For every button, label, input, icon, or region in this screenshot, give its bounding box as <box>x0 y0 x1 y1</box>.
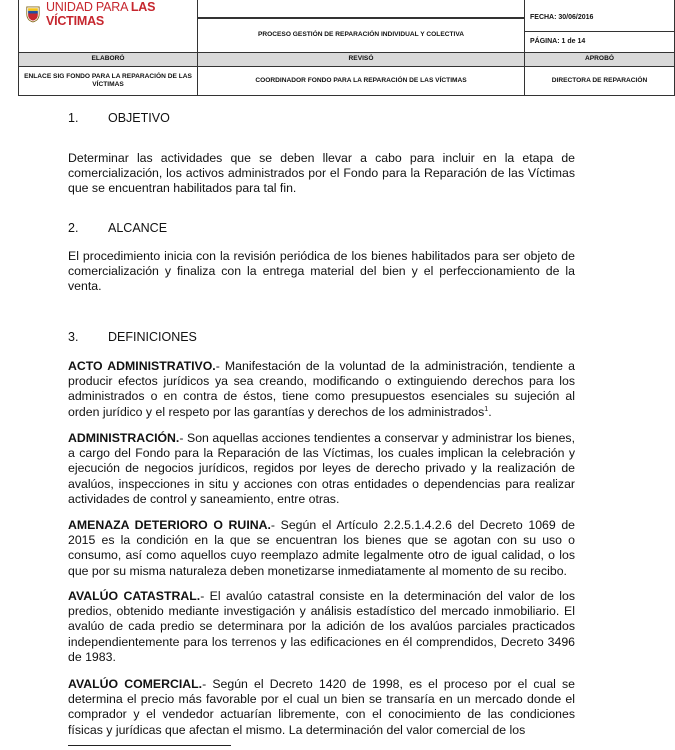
alcance-paragraph: El procedimiento inicia con la revisión periódica de los bienes habilitados para ser objeto de comercialización y finaliza con la entrega material del bien y el perfeccionamiento de la venta. <box>68 249 575 294</box>
definition-acto-administrativo <box>68 359 575 420</box>
section-title: ALCANCE <box>108 221 168 235</box>
reviso-header: REVISÓ <box>198 53 525 67</box>
aprobo-value: DIRECTORA DE REPARACIÓN <box>525 67 675 96</box>
organization-logo <box>25 0 197 28</box>
aprobo-header: APROBÓ <box>525 53 675 67</box>
section-title: OBJETIVO <box>108 111 170 125</box>
meta-cell <box>525 0 675 53</box>
logo-cell <box>18 0 198 53</box>
reviso-value: COORDINADOR FONDO PARA LA REPARACIÓN DE LAS VÍCTIMAS <box>198 67 525 96</box>
footnote-marker[interactable]: 1 <box>484 405 489 413</box>
process-name: PROCESO GESTIÓN DE REPARACIÓN INDIVIDUAL Y COLECTIVA <box>198 18 525 53</box>
meta-divider <box>525 31 674 32</box>
definition-avaluo-comercial <box>68 677 575 738</box>
definition-term: ACTO ADMINISTRATIVO. <box>68 359 216 373</box>
definition-avaluo-catastral <box>68 589 575 665</box>
colombia-shield-icon <box>25 4 41 24</box>
section-heading-definiciones <box>68 330 368 346</box>
definition-amenaza-deterioro <box>68 518 575 579</box>
page-number: PÁGINA: 1 de 14 <box>530 38 586 45</box>
logo-text-bold: LAS VÍCTIMAS <box>45 0 156 28</box>
section-heading-objetivo <box>68 111 368 127</box>
elaboro-header: ELABORÓ <box>18 53 198 67</box>
definition-text: - El avalúo catastral consiste en la determinación del valor de los predios, obtenido mediante investigación y análisis estadístico del mercado inmobiliario. El avalúo de cada predio se determinara por la adición de los avalúos parciales practicados independientemente para los terrenos y las edificaciones en él comprendidos, Decreto 3496 de 1983. <box>68 589 575 664</box>
definition-administracion <box>68 431 575 507</box>
blank-top-cell <box>198 0 525 18</box>
section-number: 2. <box>68 221 79 235</box>
objetivo-paragraph: Determinar las actividades que se deben llevar a cabo para incluir en la etapa de comercialización, los activos administrados por el Fondo para la Reparación de las Víctimas que se encuentran habilitados para tal fin. <box>68 151 575 196</box>
definition-text: - Según el Artículo 2.2.5.1.4.2.6 del Decreto 1069 de 2015 es la condición en la que se encuentran los bienes que se agotan con su uso o consumo, así como aquellos cuyo reemplazo admite legalmente otro de igual calidad, o los que por su misma naturaleza deben monetizarse inmediatamente al momento de su recibo. <box>68 518 576 578</box>
logo-text <box>46 0 197 28</box>
document-date: FECHA: 30/06/2016 <box>530 14 594 21</box>
definition-text: - Según el Decreto 1420 de 1998, es el proceso por el cual se determina el precio más favorable por el cual un bien se transaría en un mercado donde el comprador y el vendedor actuarían libremente, con el conocimiento de las condiciones físicas y jurídicas que afectan el mismo. La determinación del valor comercial de los <box>68 677 576 737</box>
definition-term: AMENAZA DETERIORO O RUINA. <box>68 518 271 532</box>
document-header <box>18 0 675 96</box>
logo-text-light: UNIDAD PARA <box>45 0 131 14</box>
footnote-separator <box>68 745 231 746</box>
section-number: 3. <box>68 330 79 344</box>
section-number: 1. <box>68 111 79 125</box>
section-title: DEFINICIONES <box>108 330 197 344</box>
definition-end: . <box>488 404 492 419</box>
section-heading-alcance <box>68 221 368 237</box>
definition-term: ADMINISTRACIÓN. <box>68 431 180 445</box>
definition-text: - Manifestación de la voluntad de la administración, tendiente a producir efectos jurídicos ya sea creando, modificando o extinguiendo derechos para los administrados o en contra de éstos, tiene como presupuestos esenciales su sujeción al orden jurídico y el respeto por las garantías y derechos de los administrados <box>68 359 575 419</box>
definition-term: AVALÚO CATASTRAL. <box>68 589 201 603</box>
definition-text: - Son aquellas acciones tendientes a conservar y administrar los bienes, a cargo del Fondo para la Reparación de las Víctimas, los cuales implican la celebración y ejecución de negocios jurídicos, regidos por leyes de derecho privado y la realización de avalúos, inspecciones in situ y acciones con otras entidades o dependencias para realizar actividades de control y saneamiento, entre otras. <box>68 431 575 506</box>
definition-term: AVALÚO COMERCIAL. <box>68 677 203 691</box>
elaboro-value: ENLACE SIG FONDO PARA LA REPARACIÓN DE LAS VÍCTIMAS <box>18 67 198 96</box>
